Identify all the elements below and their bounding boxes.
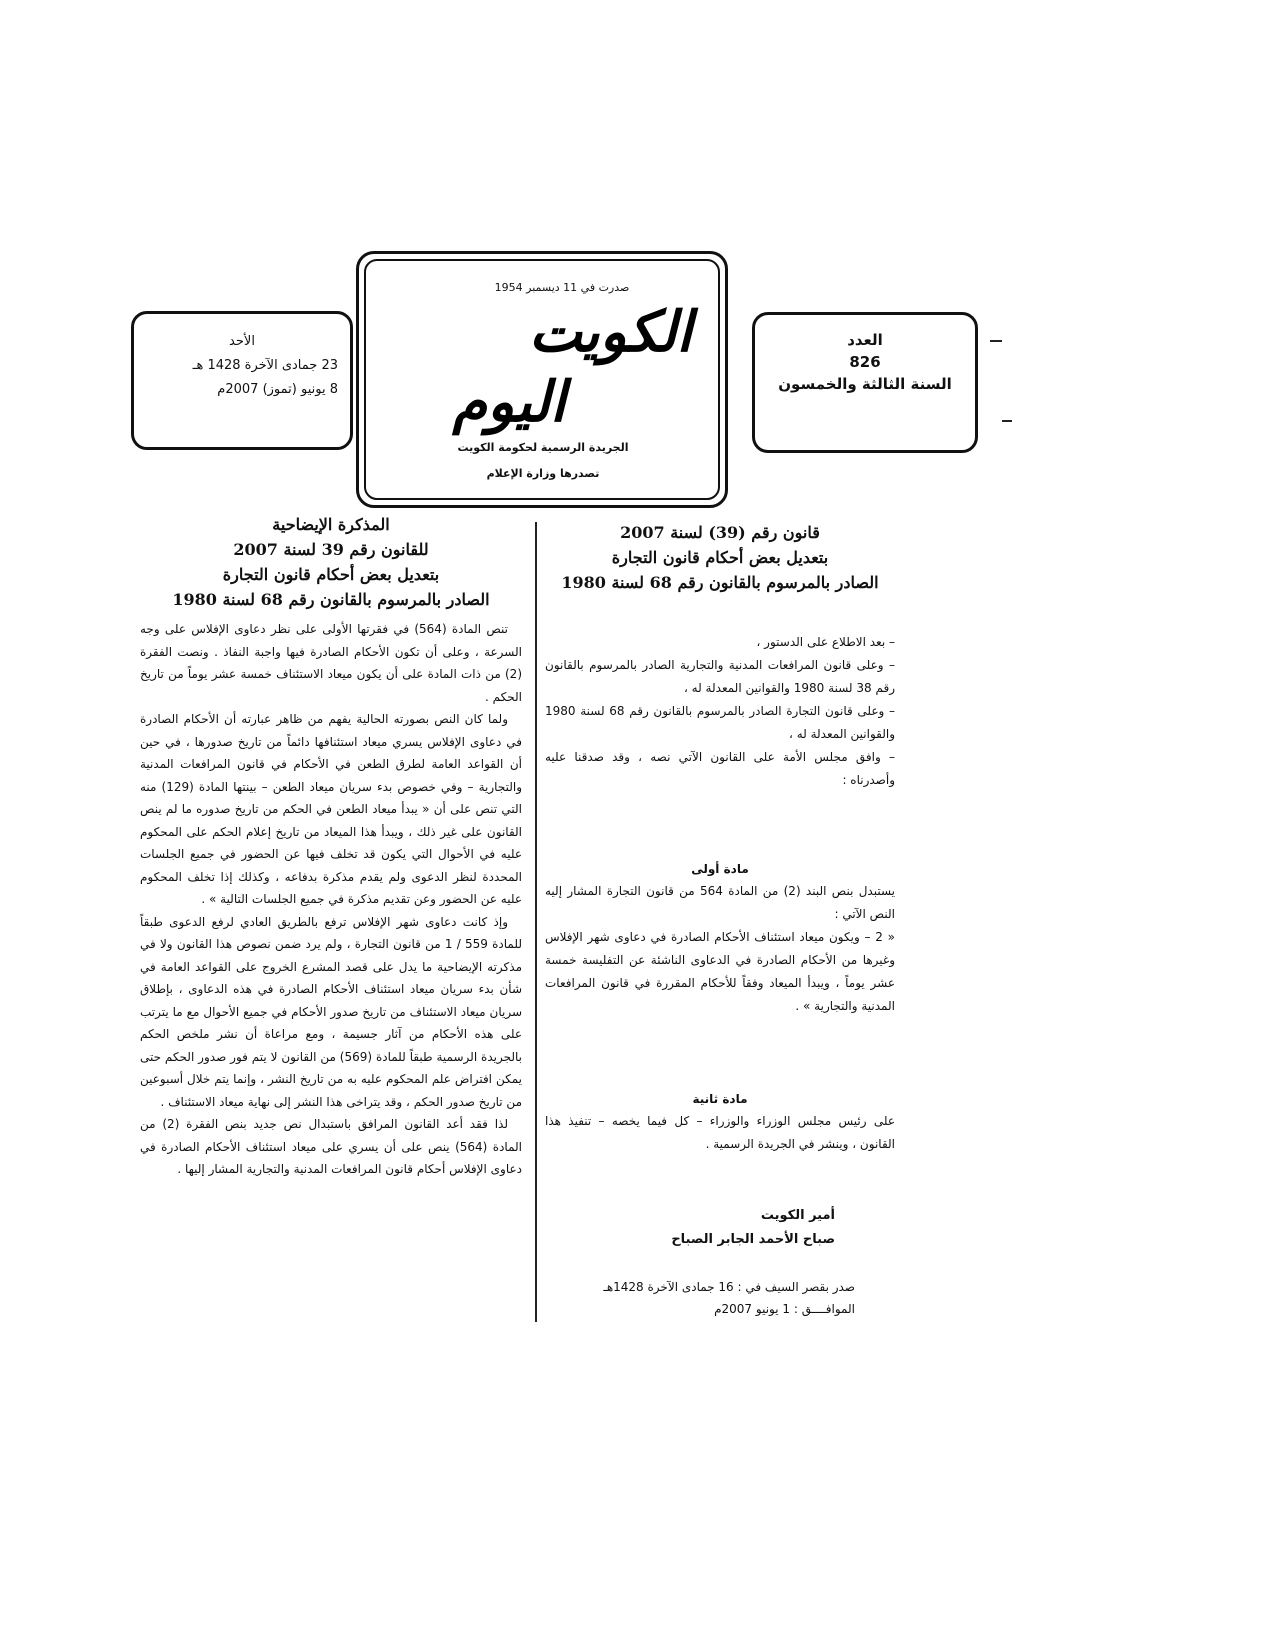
memo-law-number: للقانون رقم 39 لسنة 2007 bbox=[233, 540, 429, 559]
law-column bbox=[545, 520, 895, 1320]
article-1-text: يستبدل بنص البند (2) من المادة 564 من قانون التجارة المشار إليه النص الآتي : bbox=[545, 884, 896, 921]
margin-mark bbox=[990, 340, 1002, 342]
article-1 bbox=[545, 858, 895, 1018]
law-title: قانون رقم (39) لسنة 2007 bbox=[620, 523, 820, 542]
law-preamble bbox=[545, 631, 895, 792]
gregorian-date: 8 يونيو (تموز) 2007م bbox=[217, 382, 338, 397]
memo-body bbox=[140, 618, 522, 1181]
signature-block bbox=[545, 1204, 895, 1252]
issued-gregorian: الموافــــق : 1 يونيو 2007م bbox=[714, 1302, 855, 1316]
law-subject: بتعديل بعض أحكام قانون التجارة bbox=[611, 548, 829, 567]
issued-place-date: صدر بقصر السيف في : 16 جمادى الآخرة 1428هـ bbox=[603, 1280, 855, 1294]
article-2 bbox=[545, 1088, 895, 1156]
memo-reference: الصادر بالمرسوم بالقانون رقم 68 لسنة 1980 bbox=[172, 590, 490, 609]
preamble-line: – بعد الاطلاع على الدستور ، bbox=[756, 635, 895, 649]
law-reference: الصادر بالمرسوم بالقانون رقم 68 لسنة 1980 bbox=[561, 573, 879, 592]
day-label: الأحد bbox=[229, 334, 255, 349]
issued-block bbox=[545, 1276, 895, 1320]
issue-box bbox=[752, 312, 978, 453]
hijri-date: 23 جمادى الآخرة 1428 هـ bbox=[192, 358, 338, 373]
issue-year: السنة الثالثة والخمسون bbox=[778, 375, 952, 393]
column-divider bbox=[535, 522, 537, 1322]
signature-name: صباح الأحمد الجابر الصباح bbox=[671, 1232, 835, 1247]
article-2-text: على رئيس مجلس الوزراء والوزراء – كل فيما يخصه – تنفيذ هذا القانون ، وينشر في الجريدة الرسمية . bbox=[545, 1114, 895, 1151]
margin-mark bbox=[1002, 420, 1012, 422]
masthead-issuer: تصدرها وزارة الإعلام bbox=[486, 467, 600, 480]
article-2-title: مادة ثانية bbox=[692, 1092, 748, 1106]
founded-date: صدرت في 11 ديسمبر 1954 bbox=[494, 281, 630, 294]
date-box bbox=[131, 311, 353, 450]
masthead-title-today: اليوم bbox=[452, 369, 566, 435]
signature-title: أمير الكويت bbox=[760, 1208, 835, 1223]
memo-title: المذكرة الإيضاحية bbox=[272, 515, 390, 534]
preamble-line: – وعلى قانون المرافعات المدنية والتجارية الصادر بالمرسوم بالقانون رقم 38 لسنة 1980 والقوانين المعدلة له ، bbox=[545, 658, 895, 695]
memo-column bbox=[140, 512, 522, 1181]
masthead-frame bbox=[364, 259, 720, 500]
issue-number: 826 bbox=[849, 353, 881, 371]
article-1-quote: « 2 – ويكون ميعاد استئناف الأحكام الصادرة في دعاوى شهر الإفلاس وغيرها من الأحكام الصادرة في الدعاوى الناشئة عن التفليسة خمسة عشر يوماً ، ويبدأ الميعاد وفقاً للأحكام المقررة في قانون المرافعات المدنية والتجارية » . bbox=[545, 930, 896, 1013]
preamble-line: – وعلى قانون التجارة الصادر بالمرسوم بالقانون رقم 68 لسنة 1980 والقوانين المعدلة له ، bbox=[545, 704, 895, 741]
masthead bbox=[356, 251, 728, 508]
memo-paragraph: وإذ كانت دعاوى شهر الإفلاس ترفع بالطريق العادي لرفع الدعوى طبقاً للمادة 559 / 1 من قانون التجارة ، ولم يرد ضمن نصوص هذا القانون ولا في مذكرته الإيضاحية ما يدل على قصد المشرع الخروج على القواعد العامة في شأن بدء سريان ميعاد استئناف الأحكام الصادرة في هذه الدعاوى ، بإطلاق سريان ميعاد الاستئناف من تاريخ صدور الأحكام في جميع الأحوال مع ما يترتب على هذه الأحكام من آثار جسيمة ، ومع مراعاة أن نشر ملخص الحكم بالجريدة الرسمية طبقاً للمادة (569) من القانون لا يتم فور صدور الحكم حتى يمكن افتراض علم المحكوم عليه به من تاريخ النشر ، وإنما يتم خلال أسبوعين من تاريخ صدور الحكم ، وقد يتراخى هذا النشر إلى نهاية ميعاد الاستئناف . bbox=[140, 914, 523, 1109]
issue-label: العدد bbox=[847, 331, 883, 349]
memo-paragraph: ولما كان النص بصورته الحالية يفهم من ظاهر عبارته أن الأحكام الصادرة في دعاوى الإفلاس يسري ميعاد استئنافها دائماً من تاريخ صدورها ، في حين أن القواعد العامة لطرق الطعن في الأحكام في قانون المرافعات المدنية والتجارية – وفي خصوص بدء سريان ميعاد الطعن – بينتها المادة (129) منه التي تنص على أن « يبدأ ميعاد الطعن في الحكم من تاريخ صدوره ما لم ينص القانون على غير ذلك ، ويبدأ هذا الميعاد من تاريخ إعلام الحكم على المحكوم عليه في الأحوال التي يكون قد تخلف فيها عن الحضور في جميع الجلسات المحددة لنظر الدعوى ولم يقدم مذكرة بدفاعه ، وكذلك إذا تخلف المحكوم عليه عن الحضور وعن تقديم مذكرة في جميع الجلسات التالية » . bbox=[140, 712, 522, 906]
article-1-title: مادة أولى bbox=[691, 862, 749, 876]
memo-paragraph: تنص المادة (564) في فقرتها الأولى على نظر دعاوى الإفلاس على وجه السرعة ، وعلى أن تكون الأحكام الصادرة فيها واجبة النفاذ . ونصت الفقرة (2) من ذات المادة على أن يكون ميعاد الاستئناف خمسة عشر يوماً من تاريخ الحكم . bbox=[140, 622, 522, 704]
memo-subject: بتعديل بعض أحكام قانون التجارة bbox=[222, 565, 440, 584]
preamble-line: – وافق مجلس الأمة على القانون الآتي نصه ، وقد صدقنا عليه وأصدرناه : bbox=[545, 750, 895, 787]
memo-paragraph: لذا فقد أعد القانون المرافق باستبدال نص جديد بنص الفقرة (2) من المادة (564) ينص على أن يسري على ميعاد استئناف الأحكام الصادرة في دعاوى الإفلاس أحكام قانون المرافعات المدنية والتجارية المشار إليها . bbox=[140, 1117, 522, 1176]
masthead-subtitle: الجريدة الرسمية لحكومة الكويت bbox=[457, 441, 629, 454]
masthead-title-kuwait: الكويت bbox=[528, 299, 692, 365]
